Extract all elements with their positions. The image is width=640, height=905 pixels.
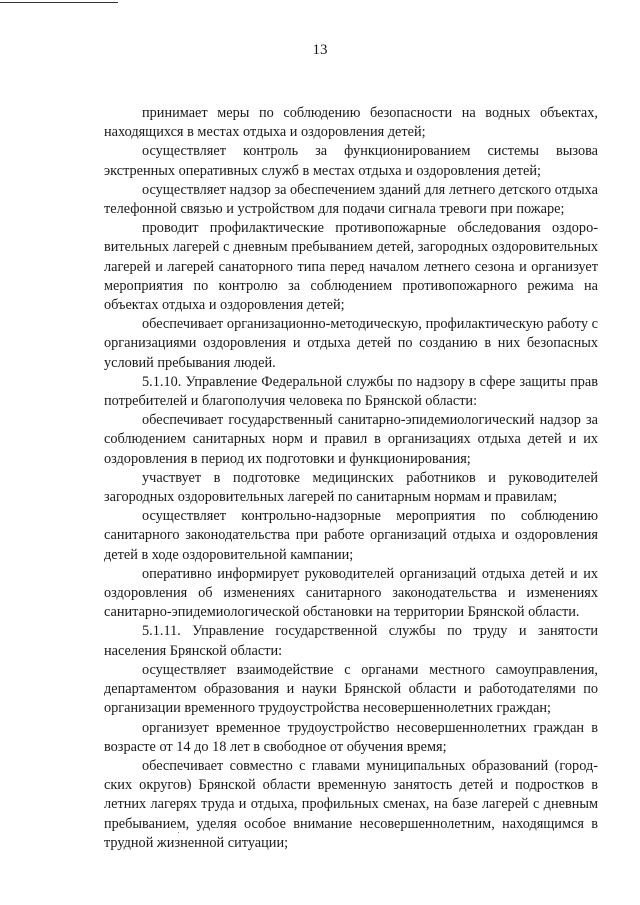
page-number: 13 (312, 42, 328, 58)
paragraph: оперативно информирует руководителей организаций отдыха детей и их оздоровления об изменениях санитарного законодательства и изменениях санитарно-эпидемиологической обстановки на территории Брянской области. (104, 565, 598, 621)
paragraph: осуществляет контроль за функционированием системы вызова экстренных оперативных служб в местах отдыха и оздоровления детей; (104, 143, 598, 179)
paragraph: организует временное трудоустройство несовершеннолетних граждан в возрасте от 14 до 18 лет в свободное от обучения время; (104, 719, 598, 755)
scan-speck (178, 832, 179, 833)
document-body (104, 104, 598, 853)
paragraph: принимает меры по соблюдению безопасности на водных объектах, находящихся в местах отдыха и оздоровления детей; (104, 105, 598, 141)
paragraph: обеспечивает организационно-методическую, профилактическую работу с организациями оздоровления и отдыха детей по созданию в них безопасных условий пребывания людей. (104, 316, 598, 371)
paragraph: осуществляет надзор за обеспечением зданий для летнего детского отдыха телефонной связью и устройством для подачи сигнала тревоги при пожаре; (104, 181, 598, 218)
paragraph: проводит профилактические противопожарные обследования оздоровительных лагерей с дневным пребыванием детей, загородных оздоровительных лагерей и лагерей санаторного типа перед началом летнего сезона и организует мероприятия по контролю за соблюдением противопожарного режима на объектах отдыха и оздоровления детей; (104, 220, 598, 314)
paragraph: обеспечивает государственный санитарно-эпидемиологический надзор за соблюдением санитарных норм и правил в организациях отдыха детей и их оздоровления в период их подготовки и функционирования; (104, 412, 598, 467)
section-heading-5-1-11: 5.1.11. Управление государственной службы по труду и занятости населения Брянской области: (104, 623, 598, 659)
paragraph: осуществляет контрольно-надзорные мероприятия по соблюдению санитарного законодательства при работе организаций отдыха и оздоровления детей в ходе оздоровительной кампании; (104, 508, 598, 563)
top-rule (0, 2, 118, 3)
paragraph: участвует в подготовке медицинских работников и руководителей загородных оздоровительных лагерей по санитарным нормам и правилам; (104, 469, 598, 506)
paragraph: осуществляет взаимодействие с органами местного самоуправления, департаментом образования и науки Брянской области и работодателями по организации временного трудоустройства несовершеннолетних граждан; (104, 661, 598, 717)
section-heading-5-1-10: 5.1.10. Управление Федеральной службы по надзору в сфере защиты прав потребителей и благополучия человека по Брянской области: (104, 373, 598, 410)
paragraph: обеспечивает совместно с главами муниципальных образований (городских округов) Брянской области временную занятость детей и подростков в летних лагерях труда и отдыха, профильных сменах, на базе лагерей с дневным пребыванием, уделяя особое внимание несовершеннолетним, находящимся в трудной жизненной ситуации; (104, 757, 598, 851)
